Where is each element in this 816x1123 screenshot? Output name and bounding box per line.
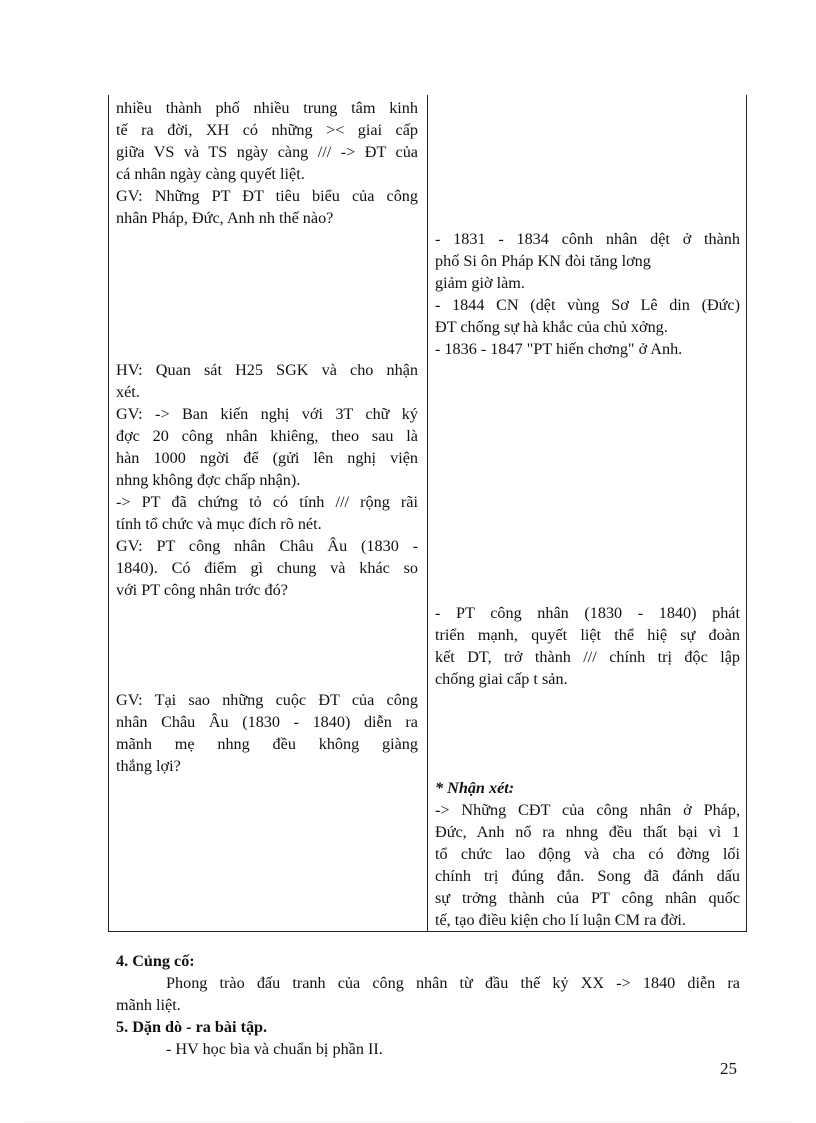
left-text-line: xét. [116, 383, 140, 401]
left-text-line: giữa VS và TS ngày càng /// -> ĐT của [116, 143, 418, 161]
section-4 [116, 950, 740, 1016]
right-text-line: tổ chức lao động và cha có đờng lối [435, 845, 740, 863]
lesson-table [108, 95, 747, 932]
left-block-2 [116, 359, 418, 601]
left-text-line: GV: PT công nhân Châu Âu (1830 - [116, 537, 418, 555]
table-right-border [746, 95, 747, 932]
section-4-text: mãnh liệt. [116, 996, 181, 1014]
left-block-3 [116, 689, 418, 777]
left-text-line: nhân Pháp, Đức, Anh nh thế nào? [116, 209, 334, 227]
right-text-line: kết DT, trở thành /// chính trị độc lập [435, 648, 740, 666]
right-block-1 [435, 228, 740, 360]
left-text-line: 1840). Có điểm gì chung và khác so [116, 559, 418, 577]
page-number: 25 [720, 1059, 737, 1078]
left-text-line: nhân Châu Âu (1830 - 1840) diễn ra [116, 713, 418, 731]
section-5 [116, 1016, 740, 1060]
table-bottom-border [108, 931, 747, 932]
left-text-line: HV: Quan sát H25 SGK và cho nhận [116, 361, 418, 379]
right-text-line: - 1836 - 1847 "PT hiến chơng" ở Anh. [435, 340, 683, 358]
right-block-3 [435, 777, 740, 931]
section-5-text: - HV học bìa và chuẩn bị phần II. [166, 1040, 383, 1058]
right-text-line: tế, tạo điều kiện cho lí luận CM ra đời. [435, 911, 686, 929]
section-5-title: 5. Dặn dò - ra bài tập. [116, 1018, 268, 1036]
left-text-line: thắng lợi? [116, 757, 181, 775]
left-text-line: GV: -> Ban kiến nghị với 3T chữ ký [116, 405, 418, 423]
left-text-line: tế ra đời, XH có những >< giai cấp [116, 121, 418, 139]
table-left-border [108, 95, 109, 932]
left-text-line: đợc 20 công nhân khiêng, theo sau là [116, 427, 418, 445]
right-text-line: chống giai cấp t sản. [435, 670, 568, 688]
left-text-line: nhiều thành phố nhiều trung tâm kinh [116, 99, 418, 117]
right-text-line: - PT công nhân (1830 - 1840) phát [435, 604, 740, 622]
right-text-line: chính trị đúng đắn. Song đã đánh dấu [435, 867, 740, 885]
page-bottom-divider [26, 1121, 790, 1122]
left-text-line: GV: Tại sao những cuộc ĐT của công [116, 691, 418, 709]
right-text-line: Đức, Anh nổ ra nhng đều thất bại vì 1 [435, 823, 740, 841]
right-text-line: triển mạnh, quyết liệt thể hiệ sự đoàn [435, 626, 740, 644]
section-4-text: Phong trào đấu tranh của công nhân từ đầu thế kỷ XX -> 1840 diễn ra [166, 974, 740, 992]
right-text-line: - 1831 - 1834 cônh nhân dệt ở thành [435, 230, 740, 248]
section-4-title: 4. Củng cố: [116, 952, 195, 970]
right-text-line: sự trởng thành của PT công nhân quốc [435, 889, 740, 907]
left-block-1 [116, 97, 418, 229]
left-text-line: hàn 1000 ngời để (gửi lên nghị viện [116, 449, 418, 467]
right-text-line: giảm giờ làm. [435, 274, 525, 292]
left-text-line: với PT công nhân trớc đó? [116, 581, 288, 599]
remark-title: * Nhận xét: [435, 779, 515, 797]
right-text-line: phố Si ôn Pháp KN đòi tăng lơng [435, 252, 651, 270]
left-text-line: tính tổ chức và mục đích rõ nét. [116, 515, 322, 533]
right-text-line: ĐT chống sự hà khắc của chủ xởng. [435, 318, 668, 336]
left-text-line: -> PT đã chứng tỏ có tính /// rộng rãi [116, 493, 418, 511]
right-text-line: -> Những CĐT của công nhân ở Pháp, [435, 801, 740, 819]
right-block-2 [435, 602, 740, 690]
left-text-line: nhng không đợc chấp nhận). [116, 471, 301, 489]
right-text-line: - 1844 CN (dệt vùng Sơ Lê din (Đức) [435, 296, 740, 314]
left-text-line: cá nhân ngày càng quyết liệt. [116, 165, 305, 183]
table-column-divider [427, 95, 428, 932]
left-text-line: GV: Những PT ĐT tiêu biểu của công [116, 187, 418, 205]
left-text-line: mãnh mẹ nhng đều không giàng [116, 735, 418, 753]
